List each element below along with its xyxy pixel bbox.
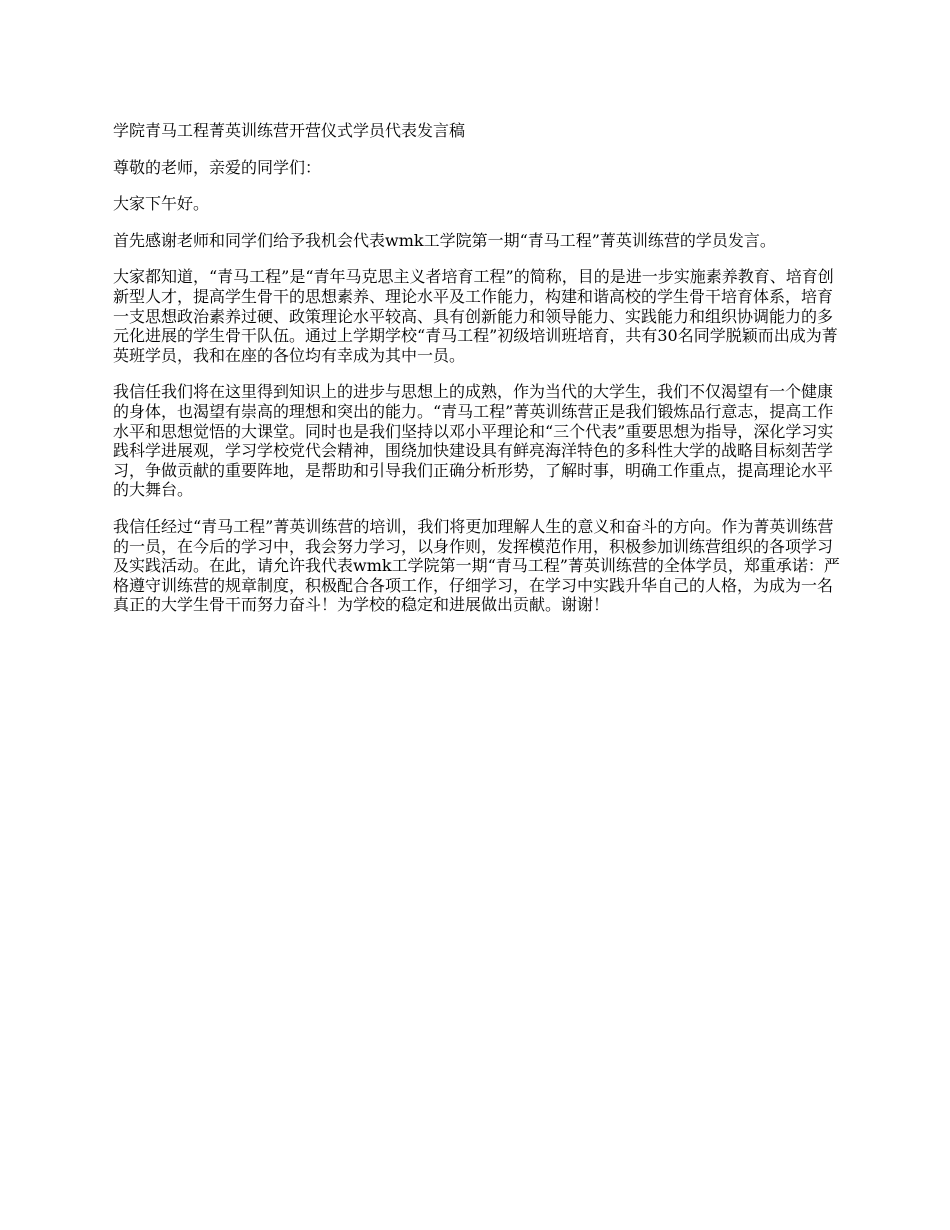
greeting-paragraph: 大家下午好。 xyxy=(113,194,210,214)
document-page xyxy=(113,121,843,632)
document-title: 学院青马工程菁英训练营开营仪式学员代表发言稿 xyxy=(113,121,466,140)
body-paragraph: 首先感谢老师和同学们给予我机会代表wmk工学院第一期“青马工程”菁英训练营的学员发言。 xyxy=(113,230,776,250)
salutation-paragraph: 尊敬的老师，亲爱的同学们： xyxy=(113,157,322,177)
body-paragraph: 我信任我们将在这里得到知识上的进步与思想上的成熟，作为当代的大学生，我们不仅渴望有一个健康的身体，也渴望有崇高的理想和突出的能力。“青马工程”菁英训练营正是我们锻炼品行意志，提高工作水平和思想觉悟的大课堂。同时也是我们坚持以邓小平理论和“三个代表”重要思想为指导，深化学习实践科学进展观，学习学校党代会精神，围绕加快建设具有鲜亮海洋特色的多科性大学的战略目标刻苦学习，争做贡献的重要阵地，是帮助和引导我们正确分析形势，了解时事，明确工作重点，提高理论水平的大舞台。 xyxy=(113,382,834,500)
closing-paragraph: 我信任经过“青马工程”菁英训练营的培训，我们将更加理解人生的意义和奋斗的方向。作为菁英训练营的一员，在今后的学习中，我会努力学习，以身作则，发挥模范作用，积极参加训练营组织的各项学习及实践活动。在此，请允许我代表wmk工学院第一期“青马工程”菁英训练营的全体学员，郑重承诺：严格遵守训练营的规章制度，积极配合各项工作，仔细学习，在学习中实践升华自己的人格，为成为一名真正的大学生骨干而努力奋斗！为学校的稳定和进展做出贡献。谢谢！ xyxy=(113,516,840,615)
body-paragraph: 大家都知道，“青马工程”是“青年马克思主义者培育工程”的简称，目的是进一步实施素养教育、培育创新型人才，提高学生骨干的思想素养、理论水平及工作能力，构建和谐高校的学生骨干培育体系，培育一支思想政治素养过硬、政策理论水平较高、具有创新能力和领导能力、实践能力和组织协调能力的多元化进展的学生骨干队伍。通过上学期学校“青马工程”初级培训班培育，共有30名同学脱颖而出成为菁英班学员，我和在座的各位均有幸成为其中一员。 xyxy=(113,267,838,365)
